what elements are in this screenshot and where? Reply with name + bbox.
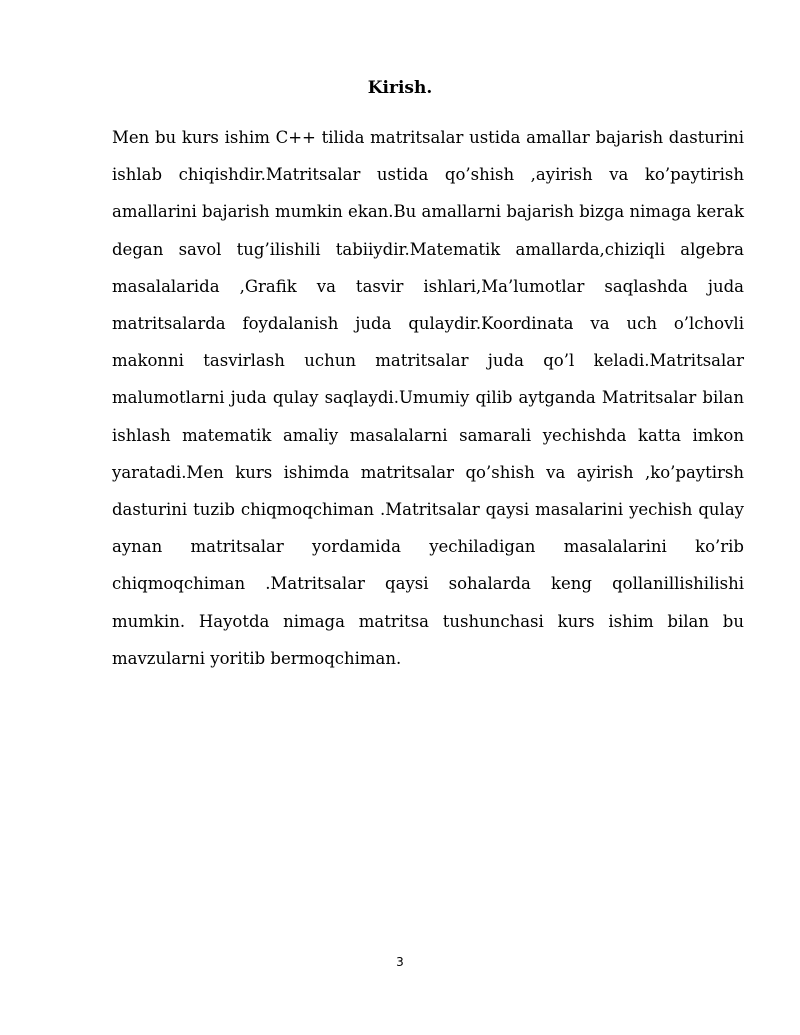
page-number: 3	[396, 955, 404, 969]
page-title: Kirish.	[367, 78, 433, 98]
body-paragraph: Men bu kurs ishim C++ tilida matritsalar ustida amallar bajarish dasturini ishlab chiqishdir.Matritsalar ustida qo’shish ,ayirish va ko’paytirish amallarini bajarish mumkin ekan.Bu amallarni bajarish bizga nimaga kerak degan savol tug’ilishili tabiiydir.Matematik amallarda,chiziqli algebra masalalarida ,Grafik va tasvir ishlari,Ma’lumotlar saqlashda juda matritsalarda foydalanish juda qulaydir.Koordinata va uch o’lchovli makonni tasvirlash uchun matritsalar juda qo’l keladi.Matritsalar malumotlarni juda qulay saqlaydi.Umumiy qilib aytganda Matritsalar bilan ishlash matematik amaliy masalalarni samarali yechishda katta imkon yaratadi.Men kurs ishimda matritsalar qo’shish va ayirish ,ko’paytirsh dasturini tuzib chiqmoqchiman .Matritsalar qaysi masalarini yechish qulay aynan matritsalar yordamida yechiladigan masalalarini ko’rib chiqmoqchiman .Matritsalar qaysi sohalarda keng qollanillishilishi mumkin. Hayotda nimaga matritsa tushunchasi kurs ishim bilan bu mavzularni yoritib bermoqchiman.	[112, 128, 744, 668]
